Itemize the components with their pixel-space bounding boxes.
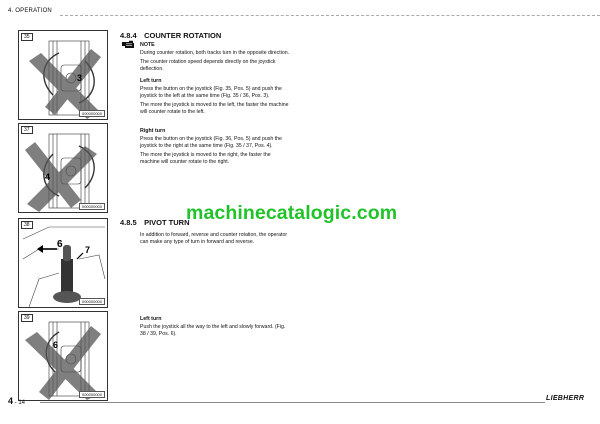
- brand-logo: LIEBHERR: [546, 395, 585, 402]
- chapter-header: 4. OPERATION: [8, 8, 52, 14]
- figure-code: 000000000: [79, 203, 105, 210]
- header-divider: [60, 15, 600, 16]
- figure-39: [18, 311, 108, 401]
- figure-37: [18, 123, 108, 213]
- note-text: [140, 50, 290, 75]
- paragraph: Press the button on the joystick (Fig. 36, Pos. 5) and push the joystick to the right at the same time (Fig. 35 / 37, Pos. 4).: [140, 136, 282, 150]
- pivot-left-turn-text: [140, 324, 290, 340]
- paragraph: The counter rotation speed depends directly on the joystick deflection.: [140, 59, 276, 73]
- section-title: PIVOT TURN: [144, 218, 190, 227]
- footer-divider: [40, 402, 545, 403]
- subheading-right-turn: Right turn: [140, 128, 166, 134]
- paragraph: The more the joystick is moved to the right, the faster the machine will counter rotate to the right.: [140, 152, 271, 166]
- page-suffix: - 14: [13, 400, 26, 406]
- pivot-turn-text: [140, 232, 290, 248]
- figure-number: 38: [21, 221, 33, 229]
- paragraph: The more the joystick is moved to the left, the faster the machine will counter rotate to the left.: [140, 102, 289, 116]
- figure-code: 000000000: [79, 391, 105, 398]
- section-heading-4-8-5: [120, 218, 190, 227]
- page-number: [8, 396, 25, 406]
- section-title: COUNTER ROTATION: [144, 31, 222, 40]
- figure-code: 000000000: [79, 110, 105, 117]
- figure-39-illustration: [19, 312, 107, 400]
- figure-code: 000000000: [79, 298, 105, 305]
- figure-label: 4: [45, 172, 51, 182]
- note-hand-icon: [121, 40, 135, 49]
- subheading-left-turn-pivot: Left turn: [140, 316, 162, 322]
- paragraph: In addition to forward, reverse and counter rotation, the operator can make any type of turn in forward and reverse.: [140, 232, 288, 246]
- paragraph: Press the button on the joystick (Fig. 35, Pos. 5) and push the joystick to the left at the same time (Fig. 35 / 36, Pos. 3).: [140, 86, 282, 100]
- figure-38: [18, 218, 108, 308]
- right-turn-text: [140, 136, 290, 168]
- section-number: 4.8.4: [120, 31, 137, 40]
- watermark: machinecatalogic.com: [186, 202, 398, 224]
- figure-number: 37: [21, 126, 33, 134]
- figure-label: 6: [57, 239, 63, 250]
- paragraph: During counter rotation, both tracks turn in the opposite direction.: [140, 50, 290, 56]
- figure-number: 35: [21, 33, 33, 41]
- figure-number: 39: [21, 314, 33, 322]
- section-heading-4-8-4: [120, 31, 221, 40]
- figure-35: [18, 30, 108, 120]
- subheading-left-turn: Left turn: [140, 78, 162, 84]
- figure-label: 7: [85, 245, 91, 255]
- note-label: NOTE: [140, 42, 155, 48]
- figure-label: 3: [77, 73, 83, 83]
- figure-38-illustration: [19, 219, 107, 307]
- figure-35-illustration: [19, 31, 107, 119]
- figure-label: 6: [53, 340, 59, 350]
- paragraph: Push the joystick all the way to the left and slowly forward. (Fig. 38 / 39, Pos. 6).: [140, 324, 286, 338]
- left-turn-text: [140, 86, 290, 118]
- chapter-number: 4: [8, 396, 14, 406]
- section-number: 4.8.5: [120, 218, 137, 227]
- figure-37-illustration: [19, 124, 107, 212]
